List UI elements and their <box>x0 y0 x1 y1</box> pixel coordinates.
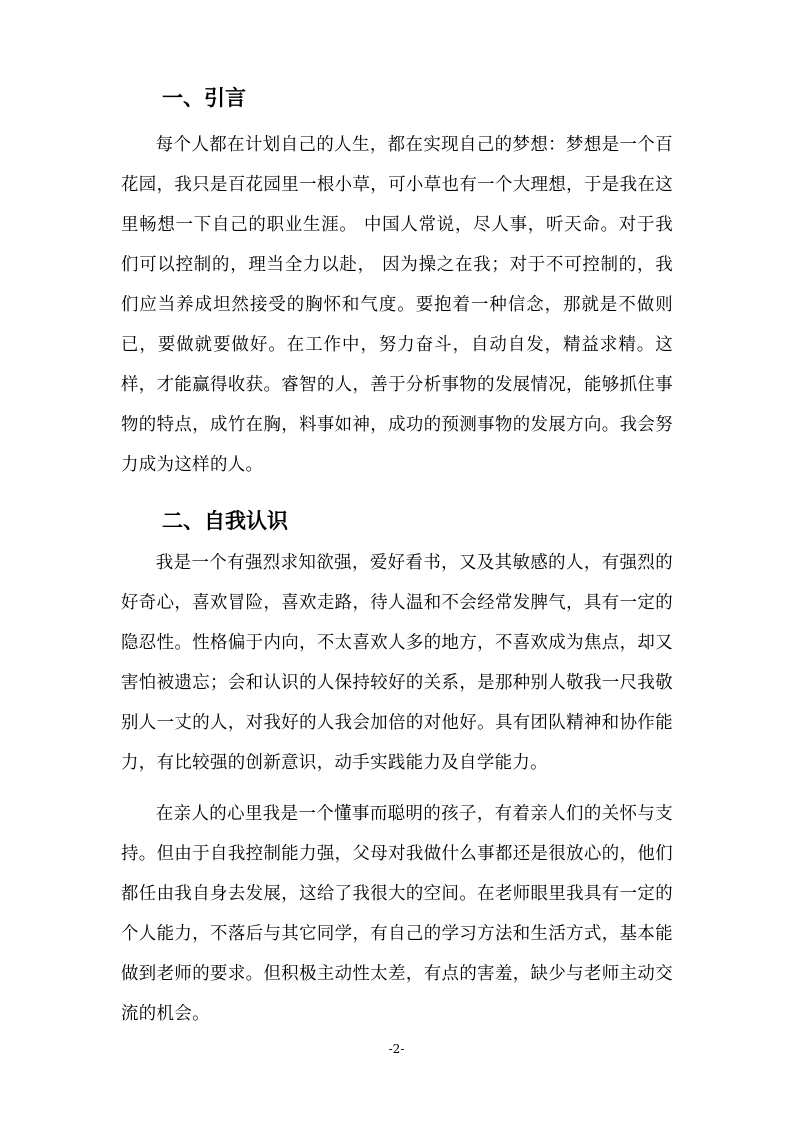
paragraph-self-awareness-2: 在亲人的心里我是一个懂事而聪明的孩子，有着亲人们的关怀与支持。但由于自我控制能力强，父母对我做什么事都还是很放心的，他们都任由我自身去发展，这给了我很大的空间。在老师眼里我具有一定的个人能力，不落后与其它同学，有自己的学习方法和生活方式，基本能做到老师的要求。但积极主动性太差，有点的害羞，缺少与老师主动交流的机会。 <box>121 804 673 1024</box>
paragraph-introduction: 每个人都在计划自己的人生，都在实现自己的梦想：梦想是一个百花园，我只是百花园里一根小草，可小草也有一个大理想，于是我在这里畅想一下自己的职业生涯。 中国人常说，尽人事，听天命。对于我们可以控制的，理当全力以赴， 因为操之在我；对于不可控制的，我们应当养成坦然接受的胸怀和气度。要抱着一种信念，那就是不做则已，要做就要做好。在工作中，努力奋斗，自动自发，精益求精。这样，才能赢得收获。睿智的人，善于分析事物的发展情况，能够抓住事物的特点，成竹在胸，料事如神，成功的预测事物的发展方向。我会努力成为这样的人。 <box>121 135 673 475</box>
page-number: -2- <box>388 1042 405 1056</box>
section-heading-introduction: 一、引言 <box>162 86 246 110</box>
section-heading-self-awareness: 二、自我认识 <box>162 509 288 533</box>
paragraph-self-awareness-1: 我是一个有强烈求知欲强，爱好看书，又及其敏感的人，有强烈的好奇心，喜欢冒险，喜欢走路，待人温和不会经常发脾气，具有一定的隐忍性。性格偏于内向，不太喜欢人多的地方，不喜欢成为焦点，却又害怕被遗忘；会和认识的人保持较好的关系，是那种别人敬我一尺我敬别人一丈的人，对我好的人我会加倍的对他好。具有团队精神和协作能力，有比较强的创新意识，动手实践能力及自学能力。 <box>121 553 673 773</box>
